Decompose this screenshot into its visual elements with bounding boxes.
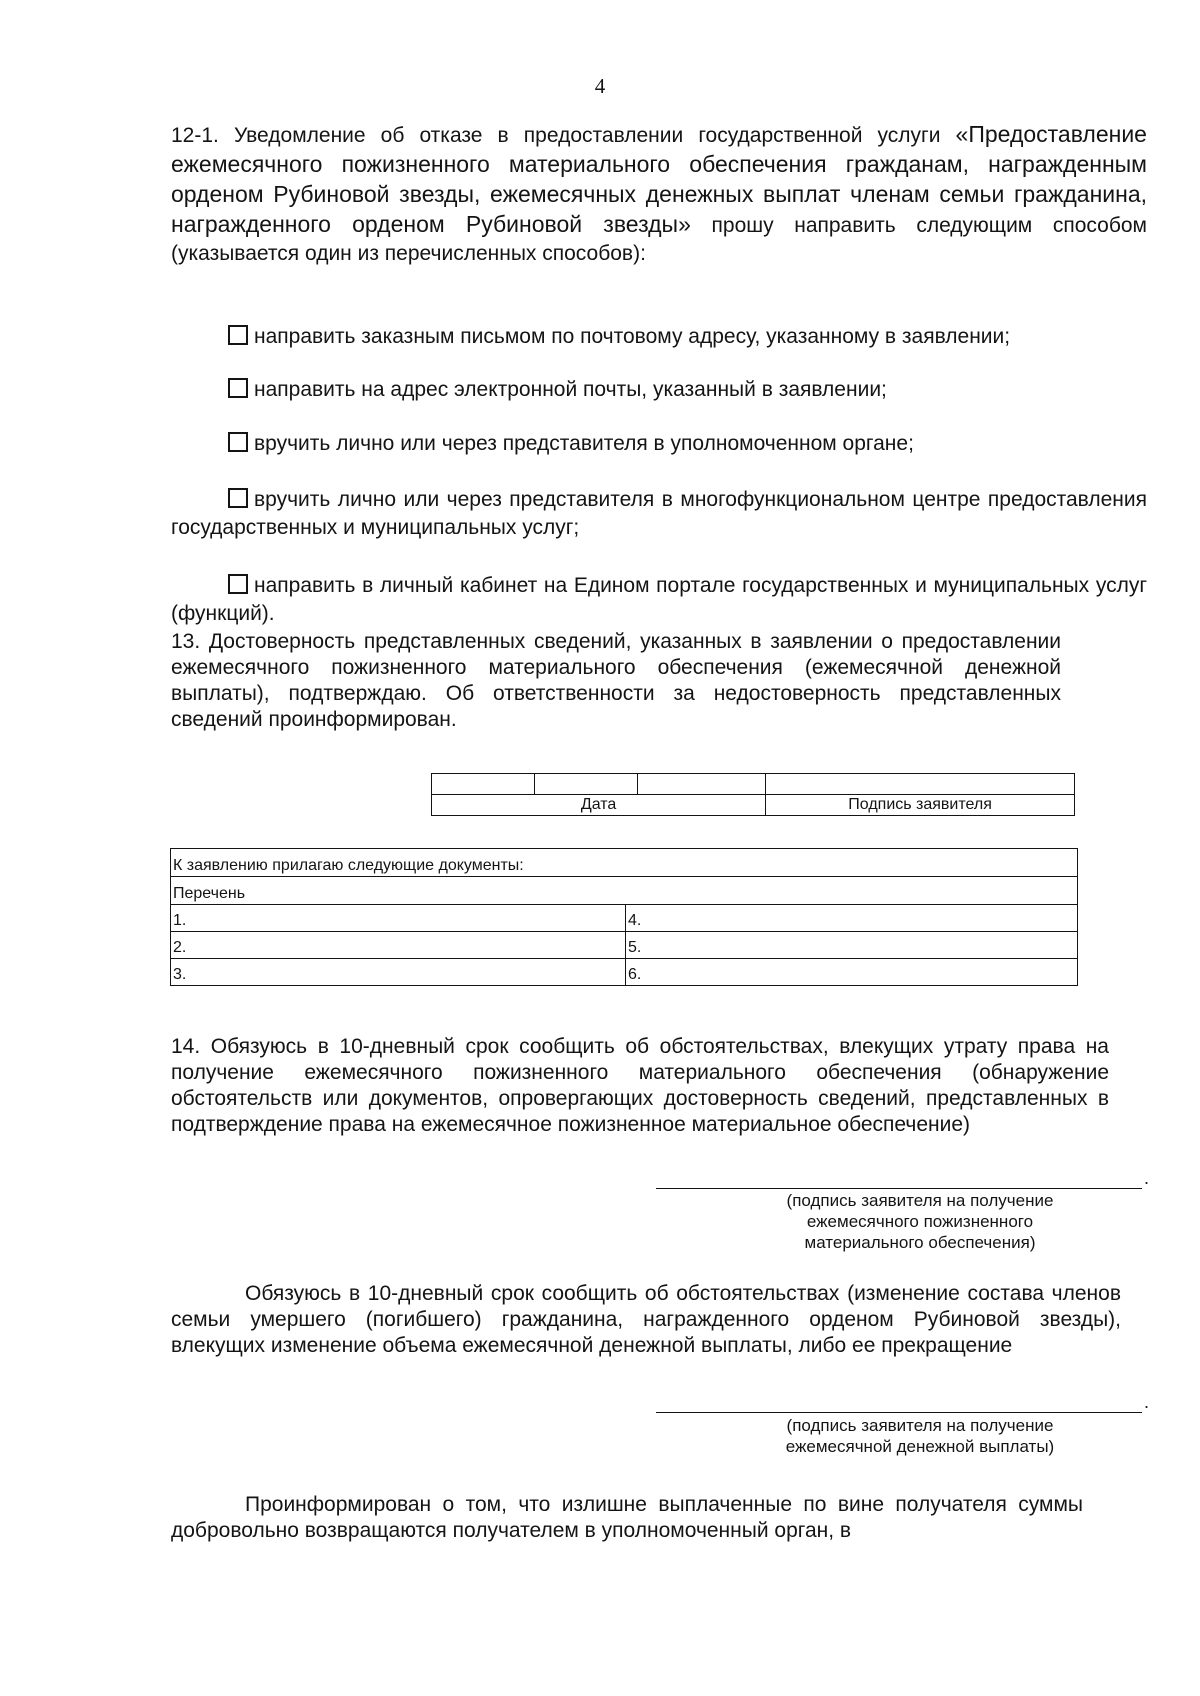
checkbox[interactable] — [228, 574, 248, 594]
section-14-paragraph: 14. Обязуюсь в 10-дневный срок сообщить об обстоятельствах, влекущих утрату права на получение ежемесячного пожизненного материального обеспечения (обнаружение обстоятельств или документов, опровергающих достоверность сведений, представленных в подтверждение права на ежемесячное пожизненное материальное обеспечение) — [171, 1035, 1109, 1136]
caption-line: (подпись заявителя на получение — [786, 1191, 1054, 1210]
document-item-5[interactable]: 5. — [626, 932, 1078, 959]
caption-line: (подпись заявителя на получение — [786, 1416, 1054, 1435]
option-in-person-mfc — [171, 486, 1147, 542]
signature-cell[interactable] — [766, 774, 1075, 795]
caption-line: материального обеспечения) — [804, 1233, 1036, 1252]
section-number: 12-1. — [171, 124, 219, 147]
section-intro: Уведомление об отказе в предоставлении государственной услуги — [233, 124, 941, 147]
option-label: направить в личный кабинет на Едином портале государственных и муниципальных услуг (функций). — [171, 574, 1147, 625]
checkbox[interactable] — [228, 325, 248, 345]
caption-line: ежемесячного пожизненного — [806, 1212, 1034, 1231]
document-item-2[interactable]: 2. — [171, 932, 626, 959]
signature-line-material-support[interactable] — [656, 1188, 1142, 1189]
option-label: направить на адрес электронной почты, указанный в заявлении; — [254, 378, 887, 401]
document-item-6[interactable]: 6. — [626, 959, 1078, 986]
option-email — [228, 376, 887, 404]
attached-documents-table — [170, 848, 1078, 986]
signature-dot: . — [1144, 1168, 1150, 1188]
date-signature-table — [431, 773, 1075, 816]
date-year-cell[interactable] — [638, 774, 766, 795]
section-tail: прошу направить следующим способом (указывается один из перечисленных способов): — [171, 214, 1147, 265]
date-month-cell[interactable] — [535, 774, 638, 795]
informed-paragraph: Проинформирован о том, что излишне выплаченные по вине получателя суммы добровольно возвращаются получателем в уполномоченный орган, в — [171, 1493, 1083, 1542]
option-label: вручить лично или через представителя в уполномоченном органе; — [254, 432, 914, 455]
documents-list-label: Перечень — [171, 877, 1078, 905]
section-13-paragraph: 13. Достоверность представленных сведений, указанных в заявлении о предоставлении ежемесячного пожизненного материального обеспечения (ежемесячной денежной выплаты), подтверждаю. Об ответственности за недостоверность представленных сведений проинформирован. — [171, 630, 1061, 731]
family-change-paragraph: Обязуюсь в 10-дневный срок сообщить об обстоятельствах (изменение состава членов семьи умершего (погибшего) гражданина, награжденного орденом Рубиновой звезды), влекущих изменение объема ежемесячной денежной выплаты, либо ее прекращение — [171, 1282, 1121, 1357]
date-label: Дата — [432, 795, 766, 816]
checkbox[interactable] — [228, 378, 248, 398]
signature-label: Подпись заявителя — [766, 795, 1075, 816]
option-label: вручить лично или через представителя в многофункциональном центре предоставления государственных и муниципальных услуг; — [171, 488, 1147, 539]
checkbox[interactable] — [228, 488, 248, 508]
date-day-cell[interactable] — [432, 774, 535, 795]
page-number: 4 — [594, 74, 606, 98]
option-label: направить заказным письмом по почтовому адресу, указанному в заявлении; — [254, 325, 1011, 348]
option-in-person-authority — [228, 430, 914, 458]
signature-caption-monthly-payment — [640, 1415, 1200, 1457]
document-item-1[interactable]: 1. — [171, 905, 626, 932]
document-item-4[interactable]: 4. — [626, 905, 1078, 932]
section-12-1-paragraph — [171, 120, 1147, 268]
checkbox[interactable] — [228, 432, 248, 452]
signature-caption-material-support — [640, 1190, 1200, 1253]
document-item-3[interactable]: 3. — [171, 959, 626, 986]
documents-header: К заявлению прилагаю следующие документы: — [171, 849, 1078, 877]
signature-dot: . — [1144, 1392, 1150, 1412]
caption-line: ежемесячной денежной выплаты) — [785, 1437, 1055, 1456]
service-name: «Предоставление ежемесячного пожизненного материального обеспечения гражданам, награжденным орденом Рубиновой звезды, ежемесячных денежных выплат членам семьи гражданина, награжденного орденом Рубиновой звезды» — [171, 121, 1147, 237]
option-personal-account — [171, 572, 1147, 628]
option-registered-mail — [228, 323, 1010, 351]
signature-line-monthly-payment[interactable] — [656, 1412, 1142, 1413]
